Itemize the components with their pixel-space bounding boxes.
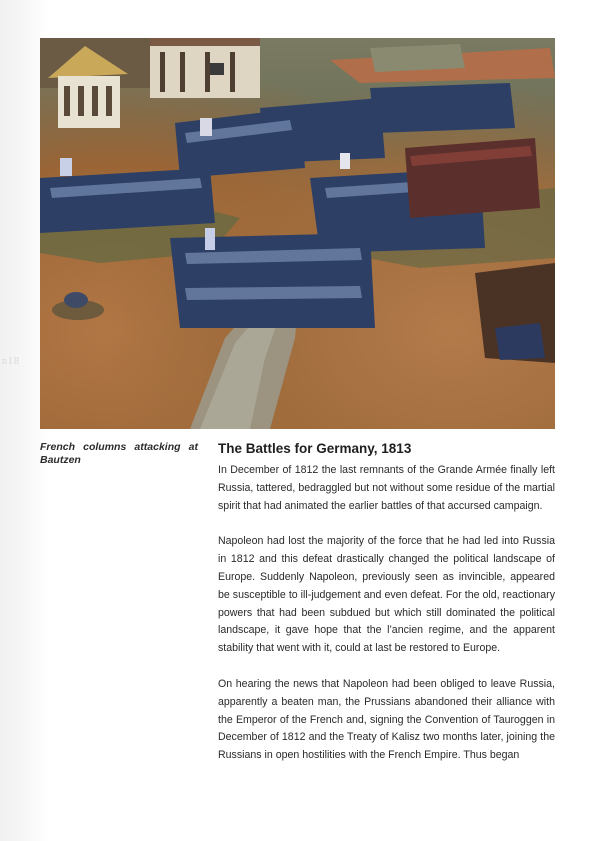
- miniatures-illustration: [40, 38, 555, 429]
- article-paragraph-3: On hearing the news that Napoleon had been obliged to leave Russia, apparently a beaten man, the Prussians abandoned their alliance with the Emperor of the French and, signing the Convention of Tauroggen in December of 1812 and the Treaty of Kalisz two months later, joining the Russians in open hostilities with the French Empire. Thus began: [218, 677, 555, 762]
- photo-caption: French columns attacking at Bautzen: [40, 441, 198, 466]
- article-title: The Battles for Germany, 1813: [218, 441, 412, 456]
- margin-ghost-text: n18: [2, 356, 20, 367]
- article-paragraph-2: Napoleon had lost the majority of the force that he had led into Russia in 1812 and this defeat drastically changed the political landscape of Europe. Suddenly Napoleon, previously seen as invincible, appeared be susceptible to ill-judgement and even defeat. For the old, reactionary powers that had been subdued but which still dominated the political landscape, it gave hope that the l’ancien regime, and the apparent stability that went with it, could at last be restored to Europe.: [218, 535, 555, 655]
- battle-photo: [40, 38, 555, 429]
- article-paragraph-1: In December of 1812 the last remnants of the Grande Armée finally left Russia, tattered, bedraggled but not without some residue of the martial spirit that had animated the earlier battles of that accursed campaign.: [218, 464, 555, 512]
- article: [218, 440, 555, 783]
